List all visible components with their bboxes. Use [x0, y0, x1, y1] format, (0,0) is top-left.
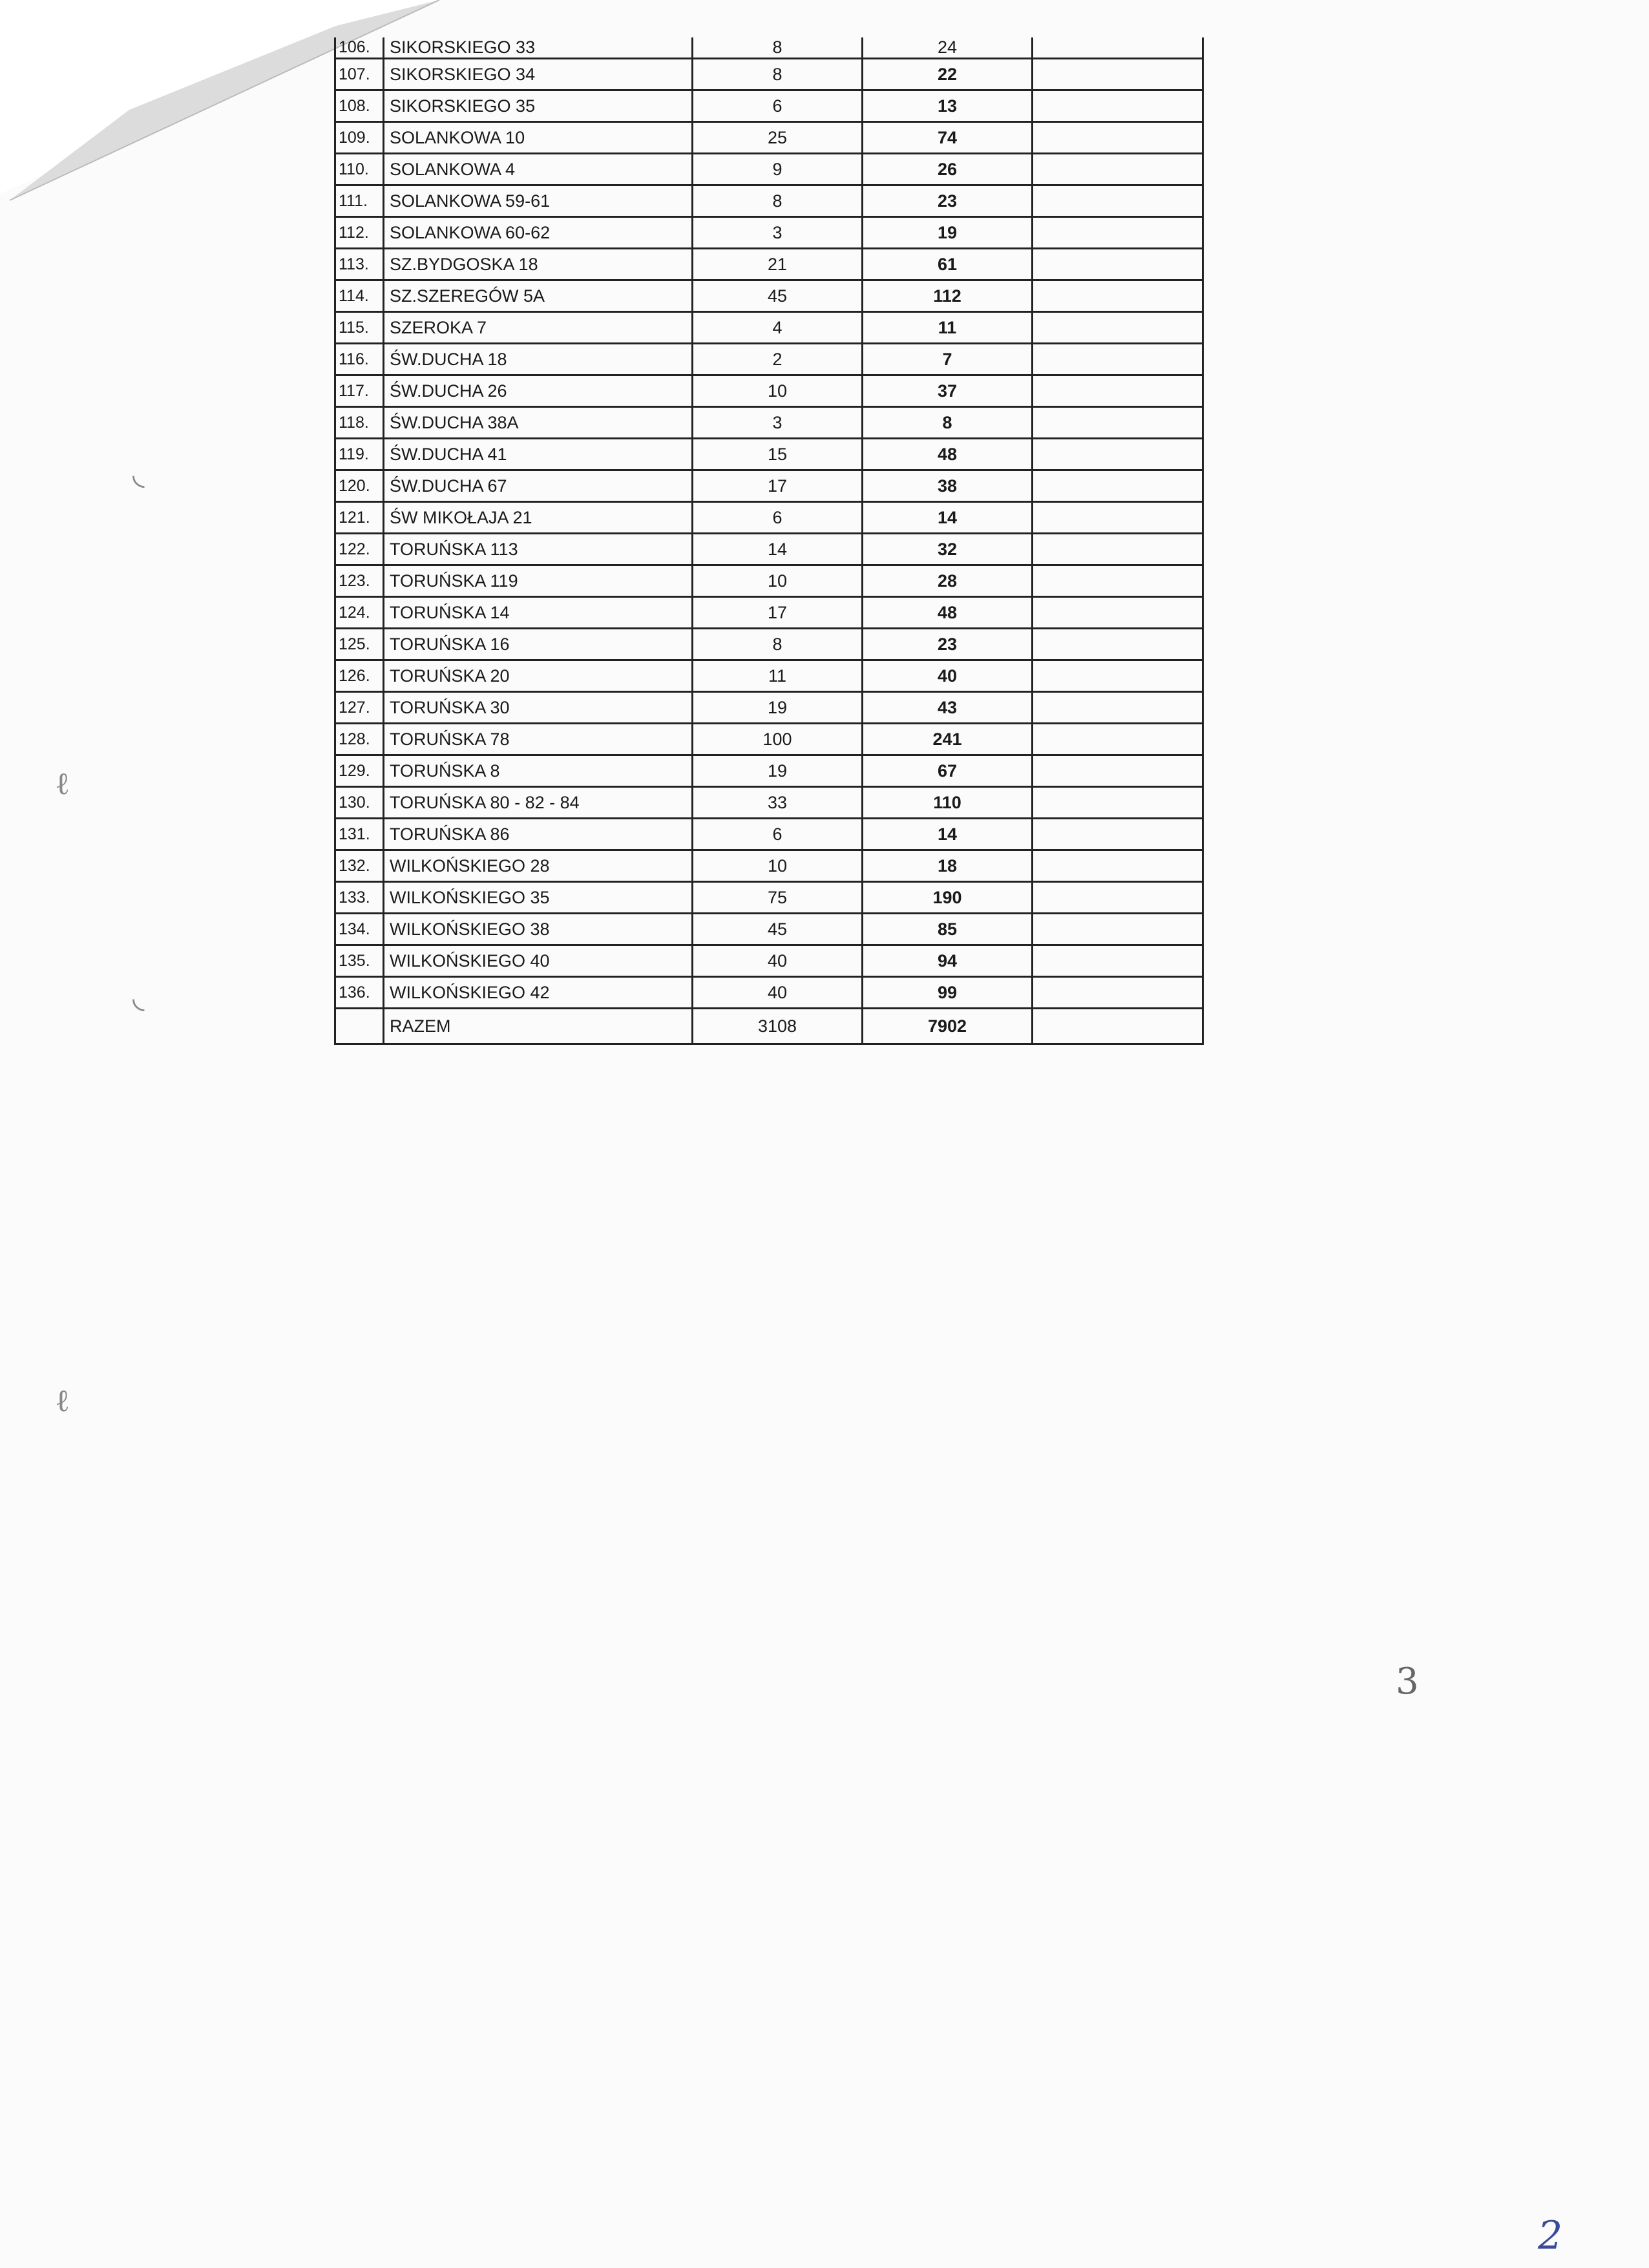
table-row — [335, 724, 1203, 755]
row-index: 119. — [335, 439, 384, 470]
row-col1: 100 — [693, 724, 863, 755]
row-index: 126. — [335, 660, 384, 692]
row-street: TORUŃSKA 30 — [384, 692, 693, 724]
row-col1: 19 — [693, 692, 863, 724]
row-empty — [1033, 375, 1203, 407]
row-col1: 21 — [693, 249, 863, 280]
row-col2: 19 — [863, 217, 1033, 249]
row-col1: 6 — [693, 502, 863, 534]
row-empty — [1033, 280, 1203, 312]
row-col2: 28 — [863, 565, 1033, 597]
row-col2: 23 — [863, 629, 1033, 660]
row-empty — [1033, 565, 1203, 597]
table-row — [335, 819, 1203, 850]
row-col1: 2 — [693, 344, 863, 375]
row-empty — [1033, 977, 1203, 1009]
row-empty — [1033, 154, 1203, 185]
row-empty — [1033, 724, 1203, 755]
total-col1: 3108 — [693, 1009, 863, 1044]
row-index: 135. — [335, 945, 384, 977]
row-col2: 8 — [863, 407, 1033, 439]
row-street: ŚW.DUCHA 67 — [384, 470, 693, 502]
row-index: 109. — [335, 122, 384, 154]
row-col1: 8 — [693, 37, 863, 59]
row-street: TORUŃSKA 113 — [384, 534, 693, 565]
row-index: 123. — [335, 565, 384, 597]
row-col2: 14 — [863, 819, 1033, 850]
row-col2: 190 — [863, 882, 1033, 914]
row-col1: 11 — [693, 660, 863, 692]
row-empty — [1033, 90, 1203, 122]
table-row — [335, 945, 1203, 977]
row-col2: 85 — [863, 914, 1033, 945]
punch-hole-mark: ℓ — [55, 1383, 70, 1419]
row-col1: 14 — [693, 534, 863, 565]
row-col2: 26 — [863, 154, 1033, 185]
table-row — [335, 850, 1203, 882]
punch-hole-mark: ℓ — [55, 766, 70, 802]
row-index: 121. — [335, 502, 384, 534]
total-row — [335, 1009, 1203, 1044]
row-col1: 8 — [693, 629, 863, 660]
row-col2: 32 — [863, 534, 1033, 565]
row-col2: 67 — [863, 755, 1033, 787]
row-street: WILKOŃSKIEGO 40 — [384, 945, 693, 977]
table-row — [335, 439, 1203, 470]
row-empty — [1033, 787, 1203, 819]
table-row — [335, 249, 1203, 280]
row-empty — [1033, 502, 1203, 534]
row-col2: 22 — [863, 59, 1033, 90]
row-index: 134. — [335, 914, 384, 945]
total-index-empty — [335, 1009, 384, 1044]
row-col1: 6 — [693, 819, 863, 850]
row-col1: 25 — [693, 122, 863, 154]
row-index: 115. — [335, 312, 384, 344]
data-table — [334, 37, 1204, 1045]
row-street: SIKORSKIEGO 33 — [384, 37, 693, 59]
row-col1: 19 — [693, 755, 863, 787]
row-col2: 40 — [863, 660, 1033, 692]
row-index: 132. — [335, 850, 384, 882]
row-index: 113. — [335, 249, 384, 280]
row-col2: 110 — [863, 787, 1033, 819]
row-empty — [1033, 59, 1203, 90]
table-row — [335, 502, 1203, 534]
row-index: 124. — [335, 597, 384, 629]
row-empty — [1033, 660, 1203, 692]
row-col1: 17 — [693, 597, 863, 629]
row-empty — [1033, 185, 1203, 217]
row-street: ŚW.DUCHA 38A — [384, 407, 693, 439]
row-street: WILKOŃSKIEGO 28 — [384, 850, 693, 882]
row-col1: 6 — [693, 90, 863, 122]
row-street: ŚW.DUCHA 26 — [384, 375, 693, 407]
cut-off-row — [335, 37, 1203, 59]
row-empty — [1033, 755, 1203, 787]
total-empty — [1033, 1009, 1203, 1044]
row-street: SOLANKOWA 60-62 — [384, 217, 693, 249]
row-col2: 61 — [863, 249, 1033, 280]
punch-hole-mark: ◟ — [132, 979, 145, 1015]
row-street: TORUŃSKA 80 - 82 - 84 — [384, 787, 693, 819]
row-col2: 43 — [863, 692, 1033, 724]
row-col2: 7 — [863, 344, 1033, 375]
table-row — [335, 407, 1203, 439]
row-col2: 13 — [863, 90, 1033, 122]
table-row — [335, 660, 1203, 692]
row-index: 128. — [335, 724, 384, 755]
row-index: 122. — [335, 534, 384, 565]
row-street: SOLANKOWA 59-61 — [384, 185, 693, 217]
row-street: WILKOŃSKIEGO 38 — [384, 914, 693, 945]
row-street: WILKOŃSKIEGO 35 — [384, 882, 693, 914]
table-row — [335, 154, 1203, 185]
row-col1: 45 — [693, 914, 863, 945]
total-label: RAZEM — [384, 1009, 693, 1044]
row-street: TORUŃSKA 8 — [384, 755, 693, 787]
row-col2: 48 — [863, 597, 1033, 629]
row-index: 111. — [335, 185, 384, 217]
row-col1: 8 — [693, 59, 863, 90]
row-street: ŚW MIKOŁAJA 21 — [384, 502, 693, 534]
table-row — [335, 217, 1203, 249]
row-col2: 48 — [863, 439, 1033, 470]
row-col2: 94 — [863, 945, 1033, 977]
row-col2: 24 — [863, 37, 1033, 59]
row-col1: 75 — [693, 882, 863, 914]
row-empty — [1033, 882, 1203, 914]
row-col2: 23 — [863, 185, 1033, 217]
row-index: 112. — [335, 217, 384, 249]
row-index: 118. — [335, 407, 384, 439]
row-street: TORUŃSKA 119 — [384, 565, 693, 597]
row-col1: 8 — [693, 185, 863, 217]
row-empty — [1033, 37, 1203, 59]
row-index: 110. — [335, 154, 384, 185]
row-street: SIKORSKIEGO 35 — [384, 90, 693, 122]
row-index: 106. — [335, 37, 384, 59]
row-col1: 4 — [693, 312, 863, 344]
row-col2: 14 — [863, 502, 1033, 534]
row-index: 130. — [335, 787, 384, 819]
row-empty — [1033, 217, 1203, 249]
row-street: SOLANKOWA 4 — [384, 154, 693, 185]
row-street: SIKORSKIEGO 34 — [384, 59, 693, 90]
row-index: 117. — [335, 375, 384, 407]
table-row — [335, 344, 1203, 375]
table-row — [335, 597, 1203, 629]
row-empty — [1033, 344, 1203, 375]
table-row — [335, 59, 1203, 90]
row-col2: 37 — [863, 375, 1033, 407]
row-index: 107. — [335, 59, 384, 90]
row-index: 129. — [335, 755, 384, 787]
row-col2: 11 — [863, 312, 1033, 344]
table-row — [335, 565, 1203, 597]
row-col1: 33 — [693, 787, 863, 819]
table-row — [335, 534, 1203, 565]
row-street: TORUŃSKA 78 — [384, 724, 693, 755]
row-col1: 10 — [693, 850, 863, 882]
row-col1: 17 — [693, 470, 863, 502]
row-index: 108. — [335, 90, 384, 122]
row-street: TORUŃSKA 20 — [384, 660, 693, 692]
row-col2: 241 — [863, 724, 1033, 755]
row-empty — [1033, 945, 1203, 977]
table-row — [335, 90, 1203, 122]
row-col1: 9 — [693, 154, 863, 185]
row-empty — [1033, 819, 1203, 850]
row-col2: 99 — [863, 977, 1033, 1009]
row-index: 136. — [335, 977, 384, 1009]
punch-hole-mark: ◟ — [132, 456, 145, 492]
row-empty — [1033, 629, 1203, 660]
row-empty — [1033, 249, 1203, 280]
row-empty — [1033, 439, 1203, 470]
table-row — [335, 755, 1203, 787]
row-empty — [1033, 692, 1203, 724]
table-row — [335, 122, 1203, 154]
table-row — [335, 470, 1203, 502]
row-index: 120. — [335, 470, 384, 502]
table-row — [335, 280, 1203, 312]
row-col1: 45 — [693, 280, 863, 312]
row-col1: 15 — [693, 439, 863, 470]
row-col1: 10 — [693, 375, 863, 407]
row-index: 133. — [335, 882, 384, 914]
row-col1: 10 — [693, 565, 863, 597]
row-index: 114. — [335, 280, 384, 312]
table-row — [335, 629, 1203, 660]
row-empty — [1033, 312, 1203, 344]
row-col2: 18 — [863, 850, 1033, 882]
row-empty — [1033, 850, 1203, 882]
table-row — [335, 787, 1203, 819]
table-row — [335, 375, 1203, 407]
row-col1: 40 — [693, 977, 863, 1009]
row-street: TORUŃSKA 16 — [384, 629, 693, 660]
total-col2: 7902 — [863, 1009, 1033, 1044]
row-empty — [1033, 122, 1203, 154]
row-col2: 38 — [863, 470, 1033, 502]
row-street: SOLANKOWA 10 — [384, 122, 693, 154]
row-index: 131. — [335, 819, 384, 850]
row-street: TORUŃSKA 86 — [384, 819, 693, 850]
row-empty — [1033, 407, 1203, 439]
row-index: 116. — [335, 344, 384, 375]
page-number: 3 — [1396, 1661, 1419, 1703]
handwritten-page-number: 2 — [1538, 2213, 1563, 2258]
table-row — [335, 692, 1203, 724]
row-index: 127. — [335, 692, 384, 724]
row-street: SZEROKA 7 — [384, 312, 693, 344]
row-street: ŚW.DUCHA 41 — [384, 439, 693, 470]
table-row — [335, 312, 1203, 344]
row-col2: 74 — [863, 122, 1033, 154]
row-street: TORUŃSKA 14 — [384, 597, 693, 629]
row-empty — [1033, 914, 1203, 945]
row-street: WILKOŃSKIEGO 42 — [384, 977, 693, 1009]
row-col1: 40 — [693, 945, 863, 977]
table-row — [335, 185, 1203, 217]
row-street: ŚW.DUCHA 18 — [384, 344, 693, 375]
row-col1: 3 — [693, 217, 863, 249]
row-col1: 3 — [693, 407, 863, 439]
table-row — [335, 914, 1203, 945]
row-col2: 112 — [863, 280, 1033, 312]
table-row — [335, 882, 1203, 914]
row-street: SZ.SZEREGÓW 5A — [384, 280, 693, 312]
table-row — [335, 977, 1203, 1009]
row-empty — [1033, 597, 1203, 629]
row-empty — [1033, 470, 1203, 502]
row-empty — [1033, 534, 1203, 565]
row-street: SZ.BYDGOSKA 18 — [384, 249, 693, 280]
row-index: 125. — [335, 629, 384, 660]
